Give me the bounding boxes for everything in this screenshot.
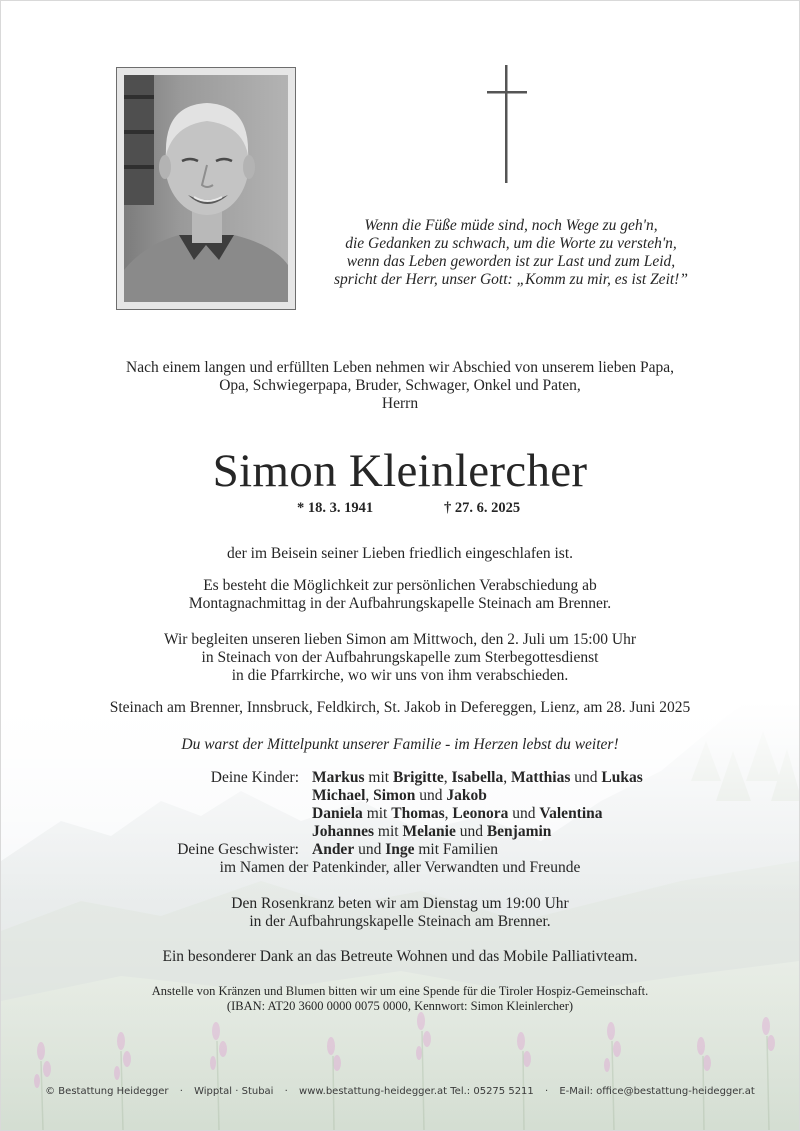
poem-line: Wenn die Füße müde sind, noch Wege zu geh'n, (364, 217, 658, 234)
text-line: Den Rosenkranz beten wir am Dienstag um 19:00 Uhr (231, 895, 569, 912)
family-connector: , (503, 769, 511, 786)
text-line: Es besteht die Möglichkeit zur persönlichen Verabschiedung ab (203, 577, 597, 594)
family-member-name: Lukas (601, 769, 643, 786)
family-member-name: Matthias (510, 769, 571, 786)
footer-copyright: © Bestattung Heidegger (45, 1086, 169, 1097)
intro-text (1, 359, 799, 413)
text-line: Wir begleiten unseren lieben Simon am Mittwoch, den 2. Juli um 15:00 Uhr (163, 631, 637, 648)
portrait-photo (116, 67, 296, 310)
family-member-name: Michael (312, 787, 366, 804)
family-member-name: Isabella (451, 769, 504, 786)
text-line: in der Aufbahrungskapelle Steinach am Brenner. (249, 913, 551, 930)
family-list (1, 769, 799, 877)
family-names (312, 823, 551, 841)
donation-text (1, 984, 799, 1014)
family-row (1, 787, 799, 805)
portrait-photo-image (124, 75, 288, 302)
family-member-name: Brigitte (392, 769, 444, 786)
family-connector: mit (362, 805, 392, 822)
family-member-name: Jakob (446, 787, 487, 804)
family-member-name: Johannes (312, 823, 375, 840)
children-label: Deine Kinder: (210, 769, 299, 786)
family-member-name: Ander (312, 841, 355, 858)
family-row (1, 805, 799, 823)
family-connector: und (415, 787, 447, 804)
text-line: der im Beisein seiner Lieben friedlich eingeschlafen ist. (226, 545, 574, 562)
family-row-kinder (1, 769, 799, 787)
family-member-name: Thomas (391, 805, 445, 822)
farewell-viewing-text (1, 577, 799, 613)
rosary-text (1, 895, 799, 931)
family-connector: , (443, 769, 452, 786)
text-line: Anstelle von Kränzen und Blumen bitten wir um eine Spende für die Tiroler Hospiz-Gemeinschaft. (151, 984, 649, 998)
footer-separator: · (284, 1086, 288, 1097)
text-line: Steinach am Brenner, Innsbruck, Feldkirch, St. Jakob in Defereggen, Lienz, am 28. Juni 2025 (109, 699, 691, 716)
poem-line: spricht der Herr, unser Gott: „Komm zu mir, es ist Zeit!” (334, 271, 688, 288)
family-connector: und (354, 841, 386, 858)
intro-line: Nach einem langen und erfüllten Leben nehmen wir Abschied von unserem lieben Papa, (126, 359, 674, 376)
family-member-name: Markus (312, 769, 365, 786)
family-connector: und (508, 805, 540, 822)
poem (301, 217, 721, 289)
family-member-name: Benjamin (486, 823, 552, 840)
footer-region: Wipptal · Stubai (194, 1086, 274, 1097)
birth-date: * 18. 3. 1941 (297, 500, 374, 516)
family-connector: und (455, 823, 487, 840)
family-names (312, 787, 487, 805)
text-line: Montagnachmittag in der Aufbahrungskapelle Steinach am Brenner. (188, 595, 612, 612)
text-line: in die Pfarrkirche, wo wir uns von ihm verabschieden. (231, 667, 569, 684)
footer-website-link[interactable]: www.bestattung-heidegger.at Tel.: 05275 5211 (299, 1086, 534, 1097)
family-connector: mit Familien (414, 841, 499, 858)
family-names (312, 769, 643, 787)
family-names (312, 805, 603, 823)
family-member-name: Valentina (539, 805, 603, 822)
thanks-text (1, 948, 799, 966)
text-line: (IBAN: AT20 3600 0000 0075 0000, Kennwort: Simon Kleinlercher) (226, 999, 574, 1013)
intro-line: Opa, Schwiegerpapa, Bruder, Schwager, Onkel und Paten, (219, 377, 581, 394)
family-names (312, 841, 498, 859)
family-member-name: Simon (373, 787, 416, 804)
places-date-line (1, 699, 799, 717)
family-connector: mit (374, 823, 403, 840)
family-connector: und (570, 769, 602, 786)
family-member-name: Melanie (402, 823, 456, 840)
family-member-name: Inge (385, 841, 415, 858)
family-member-name: Daniela (312, 805, 363, 822)
footer-separator: · (179, 1086, 183, 1097)
intro-line: Herrn (381, 395, 419, 412)
footer-email-link[interactable]: E-Mail: office@bestattung-heidegger.at (559, 1086, 755, 1097)
deceased-name: Simon Kleinlercher (212, 445, 588, 497)
funeral-service-text (1, 631, 799, 685)
text-line: in Steinach von der Aufbahrungskapelle zum Sterbegottesdienst (201, 649, 599, 666)
family-member-name: Leonora (452, 805, 509, 822)
text-line: Ein besonderer Dank an das Betreute Wohnen und das Mobile Palliativteam. (162, 948, 638, 965)
siblings-label: Deine Geschwister: (177, 841, 299, 858)
family-motto: Du warst der Mittelpunkt unserer Familie - im Herzen lebst du weiter! (181, 736, 619, 753)
family-connector: mit (364, 769, 393, 786)
family-row (1, 823, 799, 841)
family-connector: , (365, 787, 374, 804)
family-connector: , (444, 805, 453, 822)
funeral-home-footer (1, 1086, 799, 1097)
death-date: † 27. 6. 2025 (444, 500, 521, 516)
passing-text (1, 545, 799, 563)
footer-separator: · (544, 1086, 549, 1097)
poem-line: wenn das Leben geworden ist zur Last und zum Leid, (346, 253, 676, 270)
family-row-geschwister (1, 841, 799, 859)
poem-line: die Gedanken zu schwach, um die Worte zu versteh'n, (345, 235, 677, 252)
family-closing-line: im Namen der Patenkinder, aller Verwandten und Freunde (219, 859, 581, 876)
latin-cross-icon (487, 65, 527, 185)
